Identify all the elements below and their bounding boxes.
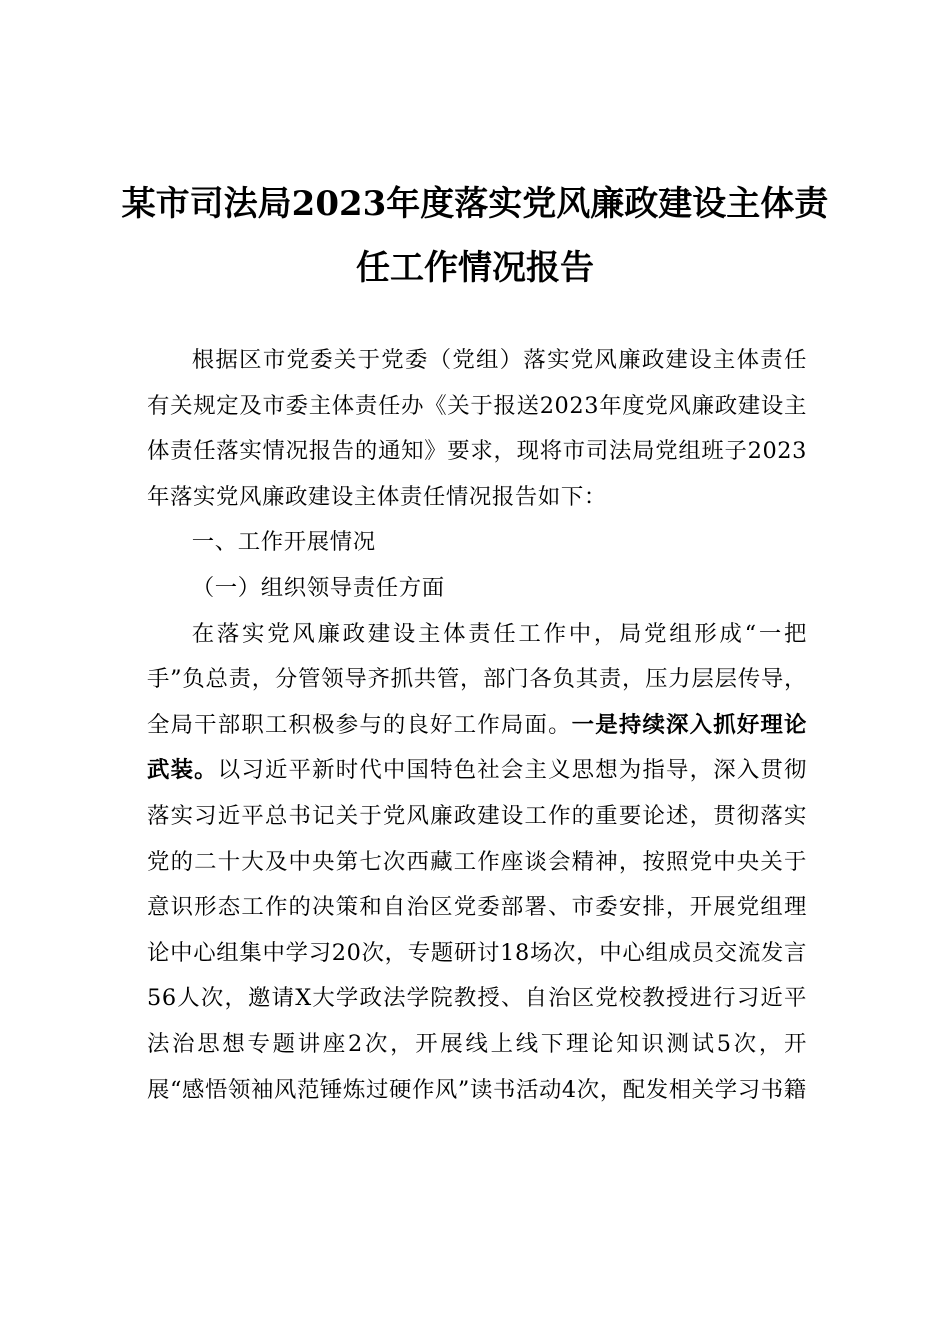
paragraph-bold-lead: 一是持续深入抓好理论武装。: [147, 711, 807, 784]
body-paragraph: [147, 612, 807, 1114]
document-title: 某市司法局2023年度落实党风廉政建设主体责任工作情况报告: [121, 184, 829, 288]
intro-paragraph: 根据区市党委关于党委（党组）落实党风廉政建设主体责任有关规定及市委主体责任办《关于报送2023年度党风廉政建设主体责任落实情况报告的通知》要求，现将市司法局党组班子2023年落实党风廉政建设主体责任情况报告如下：: [147, 347, 807, 510]
paragraph-text-end: 以习近平新时代中国特色社会主义思想为指导，深入贯彻落实习近平总书记关于党风廉政建设工作的重要论述，贯彻落实党的二十大及中央第七次西藏工作座谈会精神，按照党中央关于意识形态工作的决策和自治区党委部署、市委安排，开展党组理论中心组集中学习20次，专题研讨18场次，中心组成员交流发言56人次，邀请X大学政法学院教授、自治区党校教授进行习近平法治思想专题讲座2次，开展线上线下理论知识测试5次，开展“感悟领袖风范锤炼过硬作风”读书活动4次，配发相关学习书籍: [147, 757, 807, 1103]
subsection-heading: （一）组织领导责任方面: [191, 574, 445, 601]
document-body: [147, 338, 807, 1113]
section-heading: 一、工作开展情况: [191, 529, 376, 556]
paragraph-text-start: 在落实党风廉政建设主体责任工作中，局党组形成“一把手”负总责，分管领导齐抓共管，部门各负其责，压力层层传导，全局干部职工积极参与的良好工作局面。: [147, 620, 807, 738]
